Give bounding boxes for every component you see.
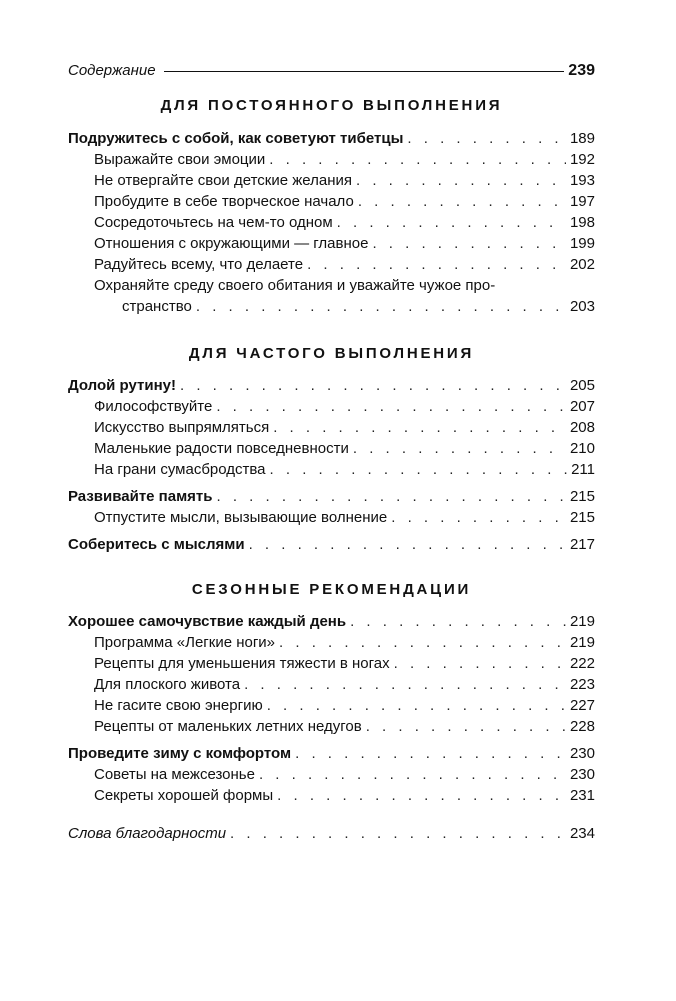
toc-entry-label: Программа «Легкие ноги»	[94, 634, 276, 651]
leader-dots	[307, 255, 566, 275]
section-title-constant: ДЛЯ ПОСТОЯННОГО ВЫПОЛНЕНИЯ	[160, 97, 503, 114]
leader-dots	[356, 171, 566, 191]
toc-sub-entry[interactable]	[94, 255, 595, 275]
leader-dots	[353, 439, 566, 459]
leader-dots	[259, 765, 566, 785]
toc-entry-label: Философствуйте	[94, 398, 213, 415]
toc-sub-entry[interactable]	[94, 418, 595, 438]
toc-entry-page: 199	[569, 235, 595, 252]
toc-entry-page: 189	[569, 130, 595, 147]
toc-entry-label: Выражайте свои эмоции	[94, 151, 266, 168]
toc-entry-page: 215	[569, 509, 595, 526]
toc-entry-label: странство	[122, 298, 192, 315]
toc-entry-label: Советы на межсезонье	[94, 766, 255, 783]
toc-entry-page: 219	[569, 634, 595, 651]
toc-entry-page: 219	[569, 613, 595, 630]
toc-entry-page: 202	[569, 256, 595, 273]
toc-sub-entry[interactable]	[94, 192, 595, 212]
toc-entry-page: 230	[569, 745, 595, 762]
leader-dots	[391, 508, 566, 528]
toc-main-entry[interactable]	[68, 376, 595, 396]
toc-main-entry[interactable]	[68, 612, 595, 632]
leader-dots	[244, 675, 566, 695]
toc-entry-label: Развивайте память	[68, 488, 213, 505]
toc-sub-entry[interactable]	[94, 397, 595, 417]
leader-dots	[270, 460, 568, 480]
toc-sub-entry[interactable]	[94, 786, 595, 806]
leader-dots	[269, 150, 566, 170]
toc-entry-label: Не гасите свою энергию	[94, 697, 263, 714]
toc-entry-label: Искусство выпрямляться	[94, 419, 270, 436]
toc-sub-entry[interactable]	[94, 150, 595, 170]
toc-entry-label: Радуйтесь всему, что делаете	[94, 256, 304, 273]
toc-entry-page: 198	[569, 214, 595, 231]
leader-dots	[230, 824, 566, 844]
toc-entry-label: Сосредоточьтесь на чем-то одном	[94, 214, 333, 231]
toc-sub-entry[interactable]	[94, 439, 595, 459]
toc-sub-entry[interactable]	[94, 171, 595, 191]
running-header	[68, 62, 595, 86]
leader-dots	[407, 129, 566, 149]
toc-entry-page: 205	[569, 377, 595, 394]
toc-sub-entry-wrapped-line[interactable]: Охраняйте среду своего обитания и уважайте чужое про-	[94, 277, 496, 294]
toc-entry-label: Рецепты от маленьких летних недугов	[94, 718, 362, 735]
header-rule	[164, 71, 565, 72]
toc-entry-page: 207	[569, 398, 595, 415]
toc-entry-page: 193	[569, 172, 595, 189]
header-page-number: 239	[568, 62, 595, 79]
toc-entry-label: Для плоского живота	[94, 676, 241, 693]
toc-entry-page: 231	[569, 787, 595, 804]
toc-entry-page: 234	[569, 825, 595, 842]
toc-entry-page: 223	[569, 676, 595, 693]
toc-main-entry[interactable]	[68, 535, 595, 555]
header-title: Содержание	[68, 62, 156, 79]
section-title-seasonal: СЕЗОННЫЕ РЕКОМЕНДАЦИИ	[191, 581, 472, 598]
toc-sub-entry[interactable]	[94, 675, 595, 695]
leader-dots	[249, 535, 566, 555]
toc-sub-entry[interactable]	[94, 460, 595, 480]
toc-sub-entry[interactable]	[94, 696, 595, 716]
toc-entry-page: 192	[569, 151, 595, 168]
toc-entry-page: 230	[569, 766, 595, 783]
toc-main-entry[interactable]	[68, 744, 595, 764]
toc-entry-page: 203	[569, 298, 595, 315]
toc-entry-label: Подружитесь с собой, как советуют тибетцы	[68, 130, 404, 147]
leader-dots	[196, 297, 566, 317]
leader-dots	[267, 696, 566, 716]
toc-main-entry[interactable]	[68, 487, 595, 507]
leader-dots	[295, 744, 566, 764]
toc-entry-label: Хорошее самочувствие каждый день	[68, 613, 347, 630]
leader-dots	[279, 633, 566, 653]
toc-entry-label: Маленькие радости повседневности	[94, 440, 349, 457]
toc-entry-label: Проведите зиму с комфортом	[68, 745, 292, 762]
leader-dots	[366, 717, 566, 737]
leader-dots	[350, 612, 566, 632]
toc-entry-label: Отпустите мысли, вызывающие волнение	[94, 509, 388, 526]
toc-entry-page: 215	[569, 488, 595, 505]
toc-entry-label: Соберитесь с мыслями	[68, 536, 245, 553]
toc-entry-page: 228	[569, 718, 595, 735]
toc-entry-label: Рецепты для уменьшения тяжести в ногах	[94, 655, 390, 672]
toc-entry-page: 211	[571, 461, 595, 478]
toc-sub-entry[interactable]	[94, 234, 595, 254]
toc-entry-label: Пробудите в себе творческое начало	[94, 193, 354, 210]
toc-entry-label: Отношения с окружающими — главное	[94, 235, 369, 252]
toc-sub-entry[interactable]	[94, 633, 595, 653]
toc-sub-entry[interactable]	[94, 765, 595, 785]
toc-closing-entry[interactable]	[68, 824, 595, 844]
toc-entry-page: 208	[569, 419, 595, 436]
toc-entry-page: 210	[569, 440, 595, 457]
toc-sub-entry[interactable]	[122, 297, 595, 317]
toc-entry-label: Не отвергайте свои детские желания	[94, 172, 352, 189]
toc-main-entry[interactable]	[68, 129, 595, 149]
leader-dots	[277, 786, 566, 806]
toc-entry-label: Слова благодарности	[68, 825, 227, 842]
toc-entry-page: 222	[569, 655, 595, 672]
toc-sub-entry[interactable]	[94, 508, 595, 528]
leader-dots	[273, 418, 566, 438]
toc-entry-page: 227	[569, 697, 595, 714]
leader-dots	[216, 397, 566, 417]
toc-entry-page: 217	[569, 536, 595, 553]
toc-entry-label: Секреты хорошей формы	[94, 787, 274, 804]
section-title-frequent: ДЛЯ ЧАСТОГО ВЫПОЛНЕНИЯ	[188, 345, 475, 362]
leader-dots	[337, 213, 566, 233]
leader-dots	[180, 376, 566, 396]
leader-dots	[217, 487, 566, 507]
toc-entry-label: На грани сумасбродства	[94, 461, 266, 478]
toc-sub-entry[interactable]	[94, 213, 595, 233]
toc-entry-page: 197	[569, 193, 595, 210]
toc-entry-label: Долой рутину!	[68, 377, 176, 394]
leader-dots	[372, 234, 566, 254]
leader-dots	[358, 192, 566, 212]
toc-sub-entry[interactable]	[94, 654, 595, 674]
leader-dots	[394, 654, 566, 674]
toc-sub-entry[interactable]	[94, 717, 595, 737]
